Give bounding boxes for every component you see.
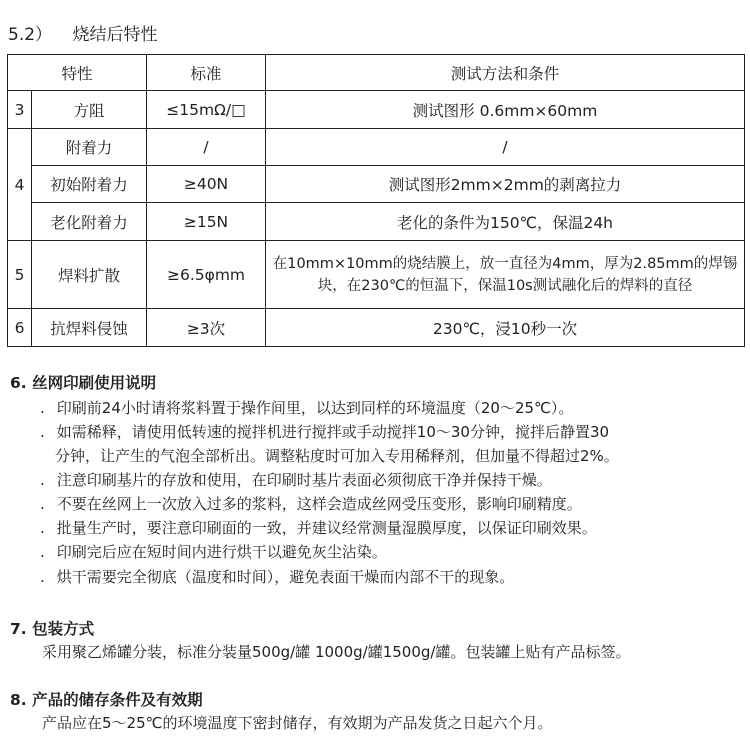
property-cell: 初始附着力 — [32, 166, 147, 203]
list-item — [40, 421, 609, 442]
method-cell: 老化的条件为150℃，保温24h — [266, 203, 745, 241]
bullet: . — [40, 543, 45, 561]
method-cell: 测试图形 0.6mm×60mm — [266, 91, 745, 129]
section-7-title: 7. 包装方式 — [10, 620, 95, 638]
item-text: 如需稀释，请使用低转速的搅拌机进行搅拌或手动搅拌10～30分钟，搅拌后静置30 — [56, 423, 610, 441]
row-number: 3 — [8, 91, 32, 129]
row-number: 6 — [8, 309, 32, 347]
list-item — [40, 469, 552, 490]
standard-cell: ≥6.5φmm — [147, 241, 266, 309]
bullet: . — [40, 471, 45, 489]
table-row — [8, 309, 745, 347]
bullet: . — [40, 495, 45, 513]
method-cell: 230℃，浸10秒一次 — [266, 309, 745, 347]
list-item — [40, 541, 387, 562]
standard-cell: ≥15N — [147, 203, 266, 241]
table-row — [8, 129, 745, 166]
section-8-text: 产品应在5～25℃的环境温度下密封储存，有效期为产品发货之日起六个月。 — [42, 714, 553, 732]
table-header-row — [8, 55, 745, 91]
bullet: . — [40, 568, 45, 586]
method-cell: 测试图形2mm×2mm的剥离拉力 — [266, 166, 745, 203]
header-cell: 测试方法和条件 — [266, 55, 745, 91]
method-cell: / — [266, 129, 745, 166]
item-text: 印刷前24小时请将浆料置于操作间里，以达到同样的环境温度（20～25℃）。 — [56, 399, 574, 417]
section-6-title: 6. 丝网印刷使用说明 — [10, 374, 157, 392]
heading-number: 5.2） — [8, 25, 53, 45]
property-cell: 抗焊料侵蚀 — [32, 309, 147, 347]
section-heading-5-2 — [8, 20, 158, 45]
heading-title: 烧结后特性 — [72, 25, 158, 45]
standard-cell: ≥3次 — [147, 309, 266, 347]
properties-table — [7, 54, 745, 347]
table-row — [8, 166, 745, 203]
bullet: . — [40, 519, 45, 537]
section-8-title: 8. 产品的储存条件及有效期 — [10, 691, 203, 709]
standard-cell: ≤15mΩ/□ — [147, 91, 266, 129]
table-row — [8, 241, 745, 309]
row-number: 5 — [8, 241, 32, 309]
method-cell: 在10mm×10mm的烧结膜上，放一直径为4mm，厚为2.85mm的焊锡块，在230℃的恒温下，保温10s测试融化后的焊料的直径 — [266, 241, 745, 309]
item-text: 注意印刷基片的存放和使用，在印刷时基片表面必须彻底干净并保持干燥。 — [56, 471, 552, 489]
list-item — [40, 397, 573, 418]
list-item-continuation: 分钟，让产生的气泡全部析出。调整粘度时可加入专用稀释剂，但加量不得超过2%。 — [55, 447, 619, 465]
list-item — [40, 566, 514, 587]
table-row — [8, 203, 745, 241]
table-row — [8, 91, 745, 129]
standard-cell: ≥40N — [147, 166, 266, 203]
header-cell: 标准 — [147, 55, 266, 91]
standard-cell: / — [147, 129, 266, 166]
property-cell: 附着力 — [32, 129, 147, 166]
bullet: . — [40, 399, 45, 417]
item-text: 批量生产时，要注意印刷面的一致，并建议经常测量湿膜厚度，以保证印刷效果。 — [56, 519, 597, 537]
item-text: 不要在丝网上一次放入过多的浆料，这样会造成丝网受压变形，影响印刷精度。 — [56, 495, 582, 513]
property-cell: 方阻 — [32, 91, 147, 129]
list-item — [40, 493, 582, 514]
property-cell: 老化附着力 — [32, 203, 147, 241]
item-text: 印刷完后应在短时间内进行烘干以避免灰尘沾染。 — [56, 543, 387, 561]
item-text: 烘干需要完全彻底（温度和时间），避免表面干燥而内部不干的现象。 — [56, 568, 515, 586]
list-item — [40, 517, 597, 538]
row-number: 4 — [8, 129, 32, 241]
header-cell: 特性 — [8, 55, 147, 91]
section-7-text: 采用聚乙烯罐分装，标准分装量500g/罐 1000g/罐1500g/罐。包装罐上贴有产品标签。 — [42, 643, 631, 661]
bullet: . — [40, 423, 45, 441]
property-cell: 焊料扩散 — [32, 241, 147, 309]
